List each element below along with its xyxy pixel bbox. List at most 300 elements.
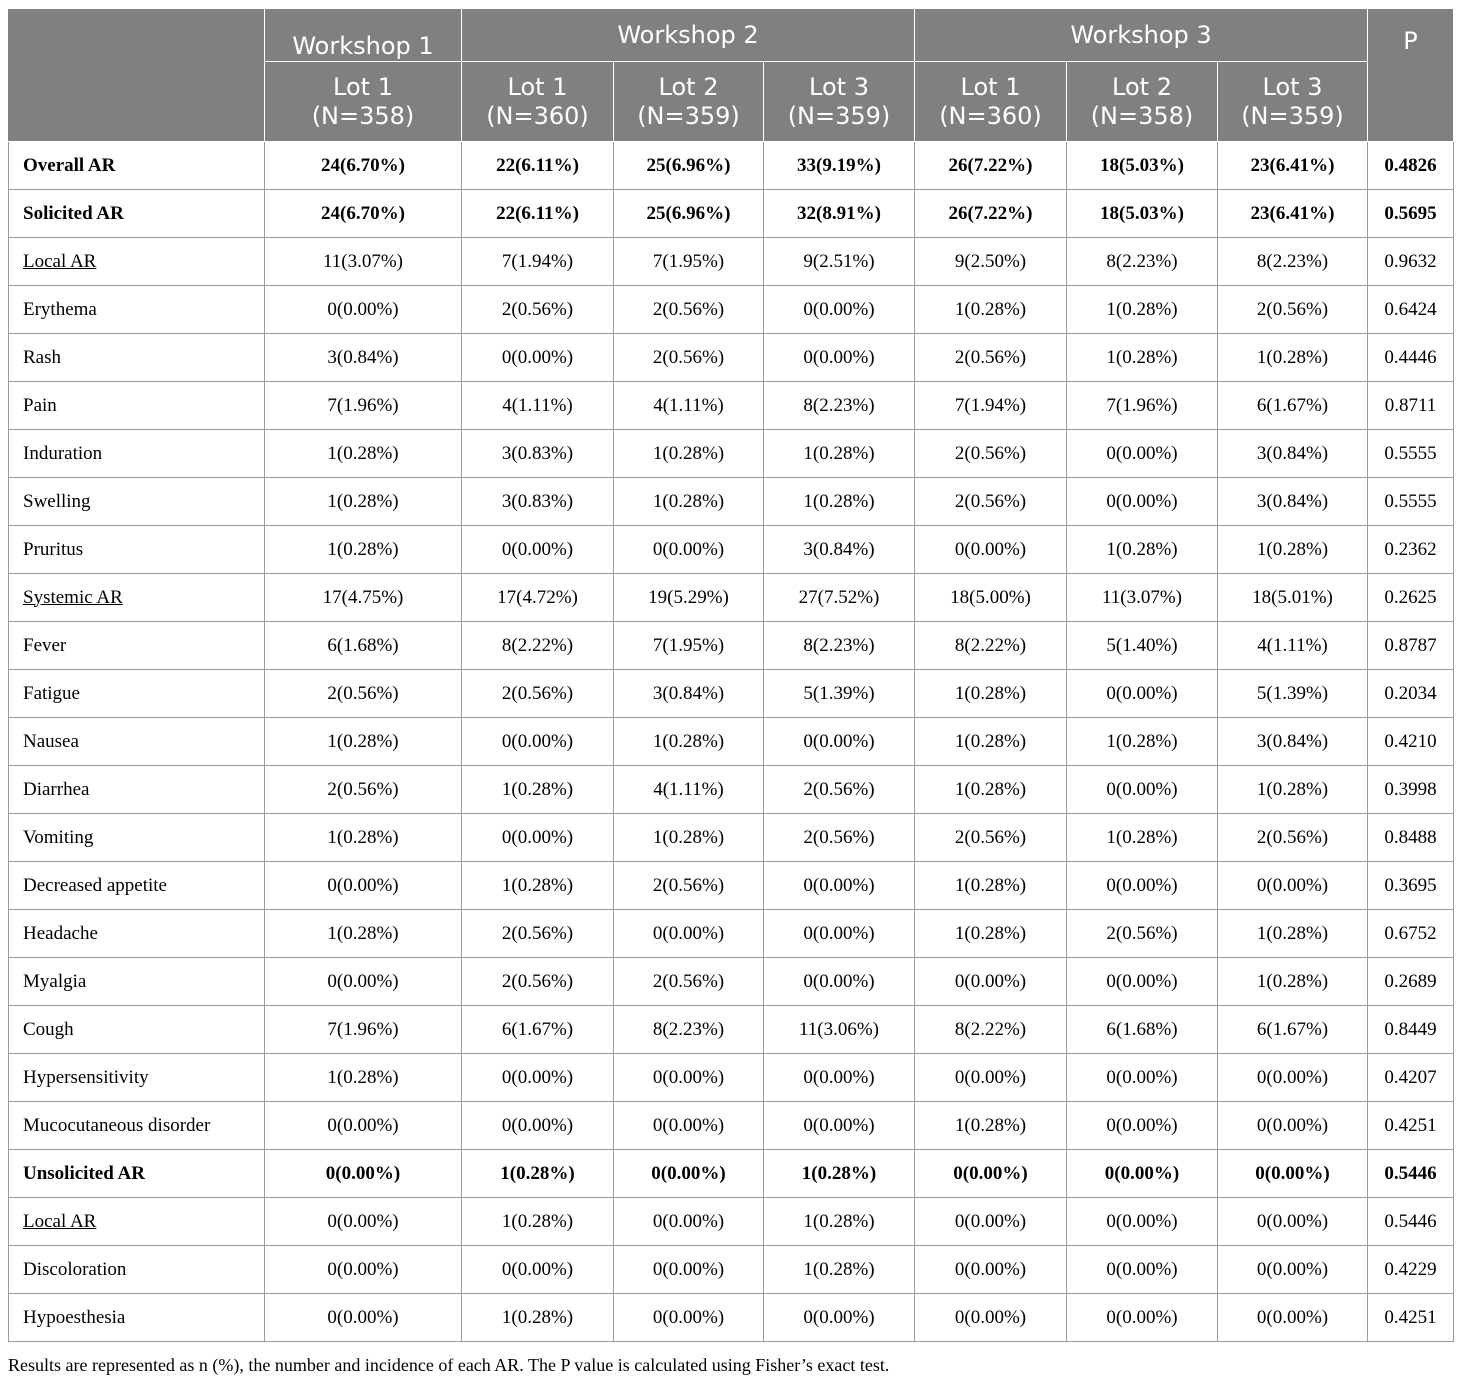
row-label bbox=[9, 1198, 265, 1246]
table-cell: 1(0.28%) bbox=[1218, 526, 1368, 574]
p-value-cell: 0.2689 bbox=[1368, 958, 1454, 1006]
row-label bbox=[9, 478, 265, 526]
table-cell: 0(0.00%) bbox=[1218, 1054, 1368, 1102]
table-cell: 26(7.22%) bbox=[915, 142, 1067, 190]
table-cell: 1(0.28%) bbox=[915, 1102, 1067, 1150]
table-cell: 0(0.00%) bbox=[265, 286, 462, 334]
row-label bbox=[9, 286, 265, 334]
table-cell: 2(0.56%) bbox=[764, 814, 915, 862]
table-cell: 2(0.56%) bbox=[462, 958, 614, 1006]
table-row bbox=[9, 334, 1454, 382]
table-cell: 3(0.84%) bbox=[265, 334, 462, 382]
p-value-cell: 0.8449 bbox=[1368, 1006, 1454, 1054]
table-cell: 17(4.72%) bbox=[462, 574, 614, 622]
table-cell: 1(0.28%) bbox=[1067, 286, 1218, 334]
table-cell: 25(6.96%) bbox=[614, 190, 764, 238]
table-cell: 4(1.11%) bbox=[614, 766, 764, 814]
table-row bbox=[9, 238, 1454, 286]
table-cell: 1(0.28%) bbox=[265, 1054, 462, 1102]
row-label-text: Mucocutaneous disorder bbox=[23, 1114, 211, 1136]
table-cell: 2(0.56%) bbox=[462, 910, 614, 958]
table-cell: 19(5.29%) bbox=[614, 574, 764, 622]
table-cell: 1(0.28%) bbox=[915, 910, 1067, 958]
row-label-text: Local AR bbox=[23, 1210, 97, 1232]
table-cell: 0(0.00%) bbox=[1067, 1198, 1218, 1246]
table-cell: 8(2.23%) bbox=[764, 622, 915, 670]
row-label bbox=[9, 238, 265, 286]
table-cell: 2(0.56%) bbox=[265, 766, 462, 814]
p-value-cell: 0.3695 bbox=[1368, 862, 1454, 910]
table-cell: 0(0.00%) bbox=[614, 1150, 764, 1198]
row-label-text: Discoloration bbox=[23, 1258, 127, 1280]
table-cell: 6(1.67%) bbox=[1218, 382, 1368, 430]
table-cell: 27(7.52%) bbox=[764, 574, 915, 622]
table-cell: 2(0.56%) bbox=[1218, 814, 1368, 862]
table-cell: 6(1.67%) bbox=[1218, 1006, 1368, 1054]
table-cell: 26(7.22%) bbox=[915, 190, 1067, 238]
p-value-cell: 0.9632 bbox=[1368, 238, 1454, 286]
table-cell: 0(0.00%) bbox=[1218, 1102, 1368, 1150]
table-cell: 1(0.28%) bbox=[1067, 814, 1218, 862]
row-label-text: Unsolicited AR bbox=[23, 1162, 145, 1184]
table-row bbox=[9, 1198, 1454, 1246]
table-cell: 8(2.22%) bbox=[915, 1006, 1067, 1054]
table-cell: 0(0.00%) bbox=[614, 1294, 764, 1342]
row-label-text: Systemic AR bbox=[23, 586, 123, 608]
table-cell: 3(0.84%) bbox=[764, 526, 915, 574]
table-row bbox=[9, 526, 1454, 574]
table-row bbox=[9, 670, 1454, 718]
table-row bbox=[9, 190, 1454, 238]
table-cell: 6(1.68%) bbox=[265, 622, 462, 670]
table-cell: 0(0.00%) bbox=[462, 718, 614, 766]
lot-sample-size: (N=358) bbox=[1090, 101, 1194, 130]
row-label-header bbox=[9, 9, 265, 142]
row-label bbox=[9, 718, 265, 766]
table-cell: 3(0.83%) bbox=[462, 430, 614, 478]
table-cell: 8(2.23%) bbox=[764, 382, 915, 430]
row-label bbox=[9, 382, 265, 430]
row-label bbox=[9, 910, 265, 958]
table-cell: 0(0.00%) bbox=[764, 334, 915, 382]
row-label bbox=[9, 958, 265, 1006]
p-value-cell: 0.3998 bbox=[1368, 766, 1454, 814]
table-row bbox=[9, 718, 1454, 766]
table-cell: 0(0.00%) bbox=[462, 526, 614, 574]
table-cell: 1(0.28%) bbox=[265, 718, 462, 766]
table-cell: 0(0.00%) bbox=[265, 862, 462, 910]
table-cell: 2(0.56%) bbox=[764, 766, 915, 814]
table-cell: 9(2.50%) bbox=[915, 238, 1067, 286]
table-cell: 1(0.28%) bbox=[764, 1246, 915, 1294]
p-value-cell: 0.8711 bbox=[1368, 382, 1454, 430]
lot-sample-size: (N=360) bbox=[486, 101, 589, 130]
table-cell: 7(1.94%) bbox=[915, 382, 1067, 430]
table-cell: 2(0.56%) bbox=[614, 862, 764, 910]
p-value-cell: 0.8488 bbox=[1368, 814, 1454, 862]
row-label-text: Hypersensitivity bbox=[23, 1066, 149, 1088]
table-cell: 11(3.07%) bbox=[1067, 574, 1218, 622]
table-body bbox=[9, 142, 1454, 1342]
table-cell: 0(0.00%) bbox=[1218, 1246, 1368, 1294]
row-label-text: Headache bbox=[23, 922, 98, 944]
lot-header bbox=[265, 62, 462, 142]
p-value-cell: 0.5555 bbox=[1368, 430, 1454, 478]
p-value-cell: 0.2625 bbox=[1368, 574, 1454, 622]
table-cell: 1(0.28%) bbox=[764, 430, 915, 478]
table-cell: 0(0.00%) bbox=[1218, 1198, 1368, 1246]
row-label-text: Swelling bbox=[23, 490, 91, 512]
p-value-cell: 0.4207 bbox=[1368, 1054, 1454, 1102]
table-cell: 0(0.00%) bbox=[614, 1246, 764, 1294]
table-cell: 1(0.28%) bbox=[915, 766, 1067, 814]
table-cell: 0(0.00%) bbox=[265, 1150, 462, 1198]
p-value-cell: 0.5555 bbox=[1368, 478, 1454, 526]
table-cell: 18(5.01%) bbox=[1218, 574, 1368, 622]
lot-name: Lot 3 bbox=[809, 72, 869, 101]
table-cell: 1(0.28%) bbox=[614, 814, 764, 862]
lot-sample-size: (N=359) bbox=[1241, 101, 1344, 130]
p-value-header: P bbox=[1368, 9, 1454, 142]
table-cell: 0(0.00%) bbox=[1067, 766, 1218, 814]
table-cell: 0(0.00%) bbox=[764, 958, 915, 1006]
table-cell: 0(0.00%) bbox=[462, 1246, 614, 1294]
row-label-text: Hypoesthesia bbox=[23, 1306, 126, 1328]
table-cell: 3(0.84%) bbox=[1218, 478, 1368, 526]
table-row bbox=[9, 430, 1454, 478]
lot-name: Lot 1 bbox=[507, 72, 568, 101]
row-label-text: Decreased appetite bbox=[23, 874, 167, 896]
table-cell: 1(0.28%) bbox=[265, 526, 462, 574]
row-label bbox=[9, 526, 265, 574]
table-row bbox=[9, 910, 1454, 958]
table-cell: 7(1.96%) bbox=[1067, 382, 1218, 430]
lot-header bbox=[462, 62, 614, 142]
table-cell: 1(0.28%) bbox=[1067, 526, 1218, 574]
table-cell: 7(1.96%) bbox=[265, 382, 462, 430]
table-cell: 0(0.00%) bbox=[265, 1246, 462, 1294]
table-cell: 8(2.22%) bbox=[915, 622, 1067, 670]
table-cell: 0(0.00%) bbox=[764, 910, 915, 958]
table-cell: 2(0.56%) bbox=[462, 286, 614, 334]
p-value-cell: 0.6424 bbox=[1368, 286, 1454, 334]
table-cell: 2(0.56%) bbox=[614, 958, 764, 1006]
table-cell: 1(0.28%) bbox=[1218, 910, 1368, 958]
p-value-cell: 0.5446 bbox=[1368, 1198, 1454, 1246]
table-cell: 2(0.56%) bbox=[1218, 286, 1368, 334]
row-label bbox=[9, 1294, 265, 1342]
row-label bbox=[9, 1102, 265, 1150]
table-cell: 1(0.28%) bbox=[915, 862, 1067, 910]
table-cell: 1(0.28%) bbox=[462, 1294, 614, 1342]
table-cell: 1(0.28%) bbox=[462, 1150, 614, 1198]
row-label bbox=[9, 1054, 265, 1102]
table-cell: 0(0.00%) bbox=[1067, 1102, 1218, 1150]
table-cell: 6(1.68%) bbox=[1067, 1006, 1218, 1054]
table-row bbox=[9, 1150, 1454, 1198]
lot-sample-size: (N=358) bbox=[311, 101, 415, 130]
table-cell: 32(8.91%) bbox=[764, 190, 915, 238]
table-cell: 18(5.03%) bbox=[1067, 190, 1218, 238]
lot-header bbox=[915, 62, 1067, 142]
row-label-text: Cough bbox=[23, 1018, 74, 1040]
table-cell: 0(0.00%) bbox=[1218, 862, 1368, 910]
p-value-cell: 0.8787 bbox=[1368, 622, 1454, 670]
table-cell: 23(6.41%) bbox=[1218, 142, 1368, 190]
table-cell: 0(0.00%) bbox=[1218, 1294, 1368, 1342]
table-cell: 11(3.07%) bbox=[265, 238, 462, 286]
table-cell: 1(0.28%) bbox=[764, 478, 915, 526]
p-value-cell: 0.2034 bbox=[1368, 670, 1454, 718]
table-cell: 2(0.56%) bbox=[915, 478, 1067, 526]
row-label-text: Fever bbox=[23, 634, 67, 656]
table-cell: 1(0.28%) bbox=[764, 1198, 915, 1246]
table-cell: 5(1.40%) bbox=[1067, 622, 1218, 670]
lot-name: Lot 3 bbox=[1262, 72, 1323, 101]
table-cell: 0(0.00%) bbox=[1218, 1150, 1368, 1198]
table-header bbox=[9, 9, 1454, 142]
table-cell: 0(0.00%) bbox=[1067, 862, 1218, 910]
table-cell: 0(0.00%) bbox=[1067, 1054, 1218, 1102]
row-label-text: Diarrhea bbox=[23, 778, 90, 800]
table-cell: 7(1.95%) bbox=[614, 622, 764, 670]
table-cell: 8(2.23%) bbox=[1067, 238, 1218, 286]
row-label-text: Fatigue bbox=[23, 682, 80, 704]
table-cell: 4(1.11%) bbox=[614, 382, 764, 430]
lot-sample-size: (N=359) bbox=[787, 101, 891, 130]
table-cell: 0(0.00%) bbox=[614, 1054, 764, 1102]
workshop-3-header: Workshop 3 bbox=[915, 9, 1368, 62]
table-row bbox=[9, 1294, 1454, 1342]
table-cell: 3(0.84%) bbox=[1218, 718, 1368, 766]
table-cell: 9(2.51%) bbox=[764, 238, 915, 286]
table-row bbox=[9, 814, 1454, 862]
table-cell: 0(0.00%) bbox=[614, 910, 764, 958]
p-value-cell: 0.4446 bbox=[1368, 334, 1454, 382]
table-cell: 1(0.28%) bbox=[915, 286, 1067, 334]
adverse-reaction-table-container bbox=[8, 8, 1453, 1342]
table-cell: 5(1.39%) bbox=[764, 670, 915, 718]
table-cell: 4(1.11%) bbox=[462, 382, 614, 430]
table-cell: 24(6.70%) bbox=[265, 142, 462, 190]
table-cell: 1(0.28%) bbox=[265, 430, 462, 478]
table-cell: 4(1.11%) bbox=[1218, 622, 1368, 670]
table-row bbox=[9, 1246, 1454, 1294]
row-label-text: Pruritus bbox=[23, 538, 84, 560]
table-cell: 2(0.56%) bbox=[915, 334, 1067, 382]
row-label bbox=[9, 190, 265, 238]
table-row bbox=[9, 574, 1454, 622]
table-cell: 18(5.03%) bbox=[1067, 142, 1218, 190]
p-value-cell: 0.4251 bbox=[1368, 1294, 1454, 1342]
table-cell: 5(1.39%) bbox=[1218, 670, 1368, 718]
table-cell: 23(6.41%) bbox=[1218, 190, 1368, 238]
table-cell: 7(1.95%) bbox=[614, 238, 764, 286]
row-label bbox=[9, 142, 265, 190]
table-cell: 0(0.00%) bbox=[462, 334, 614, 382]
row-label bbox=[9, 622, 265, 670]
row-label bbox=[9, 430, 265, 478]
table-footnote: Results are represented as n (%), the number and incidence of each AR. The P value is calculated using Fisher’s exact test. bbox=[8, 1355, 890, 1375]
workshop-2-header: Workshop 2 bbox=[462, 9, 915, 62]
row-label bbox=[9, 1006, 265, 1054]
table-cell: 0(0.00%) bbox=[614, 1102, 764, 1150]
table-cell: 1(0.28%) bbox=[1218, 958, 1368, 1006]
table-cell: 22(6.11%) bbox=[462, 142, 614, 190]
row-label-text: Pain bbox=[23, 394, 57, 416]
p-value-cell: 0.4826 bbox=[1368, 142, 1454, 190]
row-label-text: Nausea bbox=[23, 730, 79, 752]
table-cell: 0(0.00%) bbox=[915, 1054, 1067, 1102]
table-cell: 1(0.28%) bbox=[915, 718, 1067, 766]
table-cell: 25(6.96%) bbox=[614, 142, 764, 190]
table-cell: 3(0.84%) bbox=[614, 670, 764, 718]
p-value-cell: 0.6752 bbox=[1368, 910, 1454, 958]
table-cell: 0(0.00%) bbox=[764, 1054, 915, 1102]
table-cell: 1(0.28%) bbox=[462, 862, 614, 910]
table-cell: 7(1.94%) bbox=[462, 238, 614, 286]
table-cell: 2(0.56%) bbox=[1067, 910, 1218, 958]
table-cell: 3(0.84%) bbox=[1218, 430, 1368, 478]
row-label bbox=[9, 334, 265, 382]
table-cell: 17(4.75%) bbox=[265, 574, 462, 622]
table-cell: 0(0.00%) bbox=[462, 814, 614, 862]
table-cell: 7(1.96%) bbox=[265, 1006, 462, 1054]
table-cell: 1(0.28%) bbox=[1218, 766, 1368, 814]
table-cell: 1(0.28%) bbox=[614, 478, 764, 526]
table-cell: 0(0.00%) bbox=[1067, 1246, 1218, 1294]
lot-header bbox=[764, 62, 915, 142]
table-cell: 6(1.67%) bbox=[462, 1006, 614, 1054]
table-cell: 0(0.00%) bbox=[764, 1102, 915, 1150]
lot-name: Lot 2 bbox=[1112, 72, 1172, 101]
table-cell: 18(5.00%) bbox=[915, 574, 1067, 622]
table-cell: 0(0.00%) bbox=[614, 526, 764, 574]
lot-header bbox=[614, 62, 764, 142]
lot-header bbox=[1218, 62, 1368, 142]
table-row bbox=[9, 478, 1454, 526]
table-cell: 1(0.28%) bbox=[462, 766, 614, 814]
table-row bbox=[9, 382, 1454, 430]
table-cell: 1(0.28%) bbox=[462, 1198, 614, 1246]
table-cell: 1(0.28%) bbox=[265, 478, 462, 526]
table-cell: 0(0.00%) bbox=[915, 958, 1067, 1006]
row-label-text: Vomiting bbox=[23, 826, 94, 848]
table-cell: 0(0.00%) bbox=[1067, 670, 1218, 718]
table-cell: 11(3.06%) bbox=[764, 1006, 915, 1054]
table-cell: 0(0.00%) bbox=[265, 1294, 462, 1342]
table-cell: 0(0.00%) bbox=[614, 1198, 764, 1246]
table-cell: 0(0.00%) bbox=[764, 718, 915, 766]
table-cell: 0(0.00%) bbox=[1067, 478, 1218, 526]
row-label bbox=[9, 766, 265, 814]
p-value-cell: 0.5446 bbox=[1368, 1150, 1454, 1198]
table-cell: 0(0.00%) bbox=[462, 1054, 614, 1102]
row-label-text: Overall AR bbox=[23, 154, 116, 176]
table-cell: 2(0.56%) bbox=[915, 814, 1067, 862]
row-label-text: Local AR bbox=[23, 250, 97, 272]
table-cell: 1(0.28%) bbox=[1067, 718, 1218, 766]
table-cell: 2(0.56%) bbox=[265, 670, 462, 718]
table-cell: 0(0.00%) bbox=[1067, 430, 1218, 478]
table-row bbox=[9, 1006, 1454, 1054]
p-value-cell: 0.2362 bbox=[1368, 526, 1454, 574]
table-row bbox=[9, 286, 1454, 334]
table-row bbox=[9, 1054, 1454, 1102]
table-cell: 2(0.56%) bbox=[462, 670, 614, 718]
row-label bbox=[9, 1246, 265, 1294]
row-label-text: Erythema bbox=[23, 298, 97, 320]
table-cell: 1(0.28%) bbox=[1067, 334, 1218, 382]
table-cell: 0(0.00%) bbox=[915, 1150, 1067, 1198]
table-cell: 0(0.00%) bbox=[265, 1102, 462, 1150]
table-row bbox=[9, 1102, 1454, 1150]
table-row bbox=[9, 958, 1454, 1006]
table-cell: 0(0.00%) bbox=[915, 526, 1067, 574]
row-label-text: Induration bbox=[23, 442, 103, 464]
table-row bbox=[9, 862, 1454, 910]
table-cell: 3(0.83%) bbox=[462, 478, 614, 526]
table-cell: 2(0.56%) bbox=[614, 334, 764, 382]
adverse-reaction-table bbox=[8, 8, 1454, 1342]
table-row bbox=[9, 622, 1454, 670]
lot-name: Lot 2 bbox=[658, 72, 719, 101]
table-cell: 0(0.00%) bbox=[1067, 1294, 1218, 1342]
table-cell: 0(0.00%) bbox=[462, 1102, 614, 1150]
table-cell: 0(0.00%) bbox=[265, 1198, 462, 1246]
lot-sample-size: (N=359) bbox=[637, 101, 740, 130]
lot-header bbox=[1067, 62, 1218, 142]
table-cell: 1(0.28%) bbox=[265, 814, 462, 862]
p-value-cell: 0.4251 bbox=[1368, 1102, 1454, 1150]
p-value-cell: 0.5695 bbox=[1368, 190, 1454, 238]
table-row bbox=[9, 142, 1454, 190]
table-cell: 1(0.28%) bbox=[614, 430, 764, 478]
p-value-cell: 0.4229 bbox=[1368, 1246, 1454, 1294]
table-cell: 0(0.00%) bbox=[1067, 1150, 1218, 1198]
table-cell: 1(0.28%) bbox=[265, 910, 462, 958]
row-label-text: Rash bbox=[23, 346, 61, 368]
table-cell: 24(6.70%) bbox=[265, 190, 462, 238]
table-cell: 33(9.19%) bbox=[764, 142, 915, 190]
table-cell: 0(0.00%) bbox=[915, 1198, 1067, 1246]
table-cell: 1(0.28%) bbox=[1218, 334, 1368, 382]
row-label bbox=[9, 1150, 265, 1198]
table-cell: 8(2.23%) bbox=[614, 1006, 764, 1054]
table-cell: 0(0.00%) bbox=[1067, 958, 1218, 1006]
row-label bbox=[9, 574, 265, 622]
table-cell: 8(2.23%) bbox=[1218, 238, 1368, 286]
lot-sample-size: (N=360) bbox=[939, 101, 1042, 130]
lot-name: Lot 1 bbox=[960, 72, 1021, 101]
table-cell: 0(0.00%) bbox=[915, 1294, 1067, 1342]
row-label bbox=[9, 862, 265, 910]
row-label-text: Myalgia bbox=[23, 970, 87, 992]
table-cell: 2(0.56%) bbox=[915, 430, 1067, 478]
row-label bbox=[9, 670, 265, 718]
table-row bbox=[9, 766, 1454, 814]
table-cell: 1(0.28%) bbox=[915, 670, 1067, 718]
workshop-1-header: Workshop 1 bbox=[265, 9, 462, 62]
table-cell: 0(0.00%) bbox=[764, 862, 915, 910]
table-cell: 1(0.28%) bbox=[614, 718, 764, 766]
table-cell: 1(0.28%) bbox=[764, 1150, 915, 1198]
table-cell: 0(0.00%) bbox=[764, 1294, 915, 1342]
row-label-text: Solicited AR bbox=[23, 202, 124, 224]
table-cell: 8(2.22%) bbox=[462, 622, 614, 670]
table-cell: 22(6.11%) bbox=[462, 190, 614, 238]
table-cell: 2(0.56%) bbox=[614, 286, 764, 334]
